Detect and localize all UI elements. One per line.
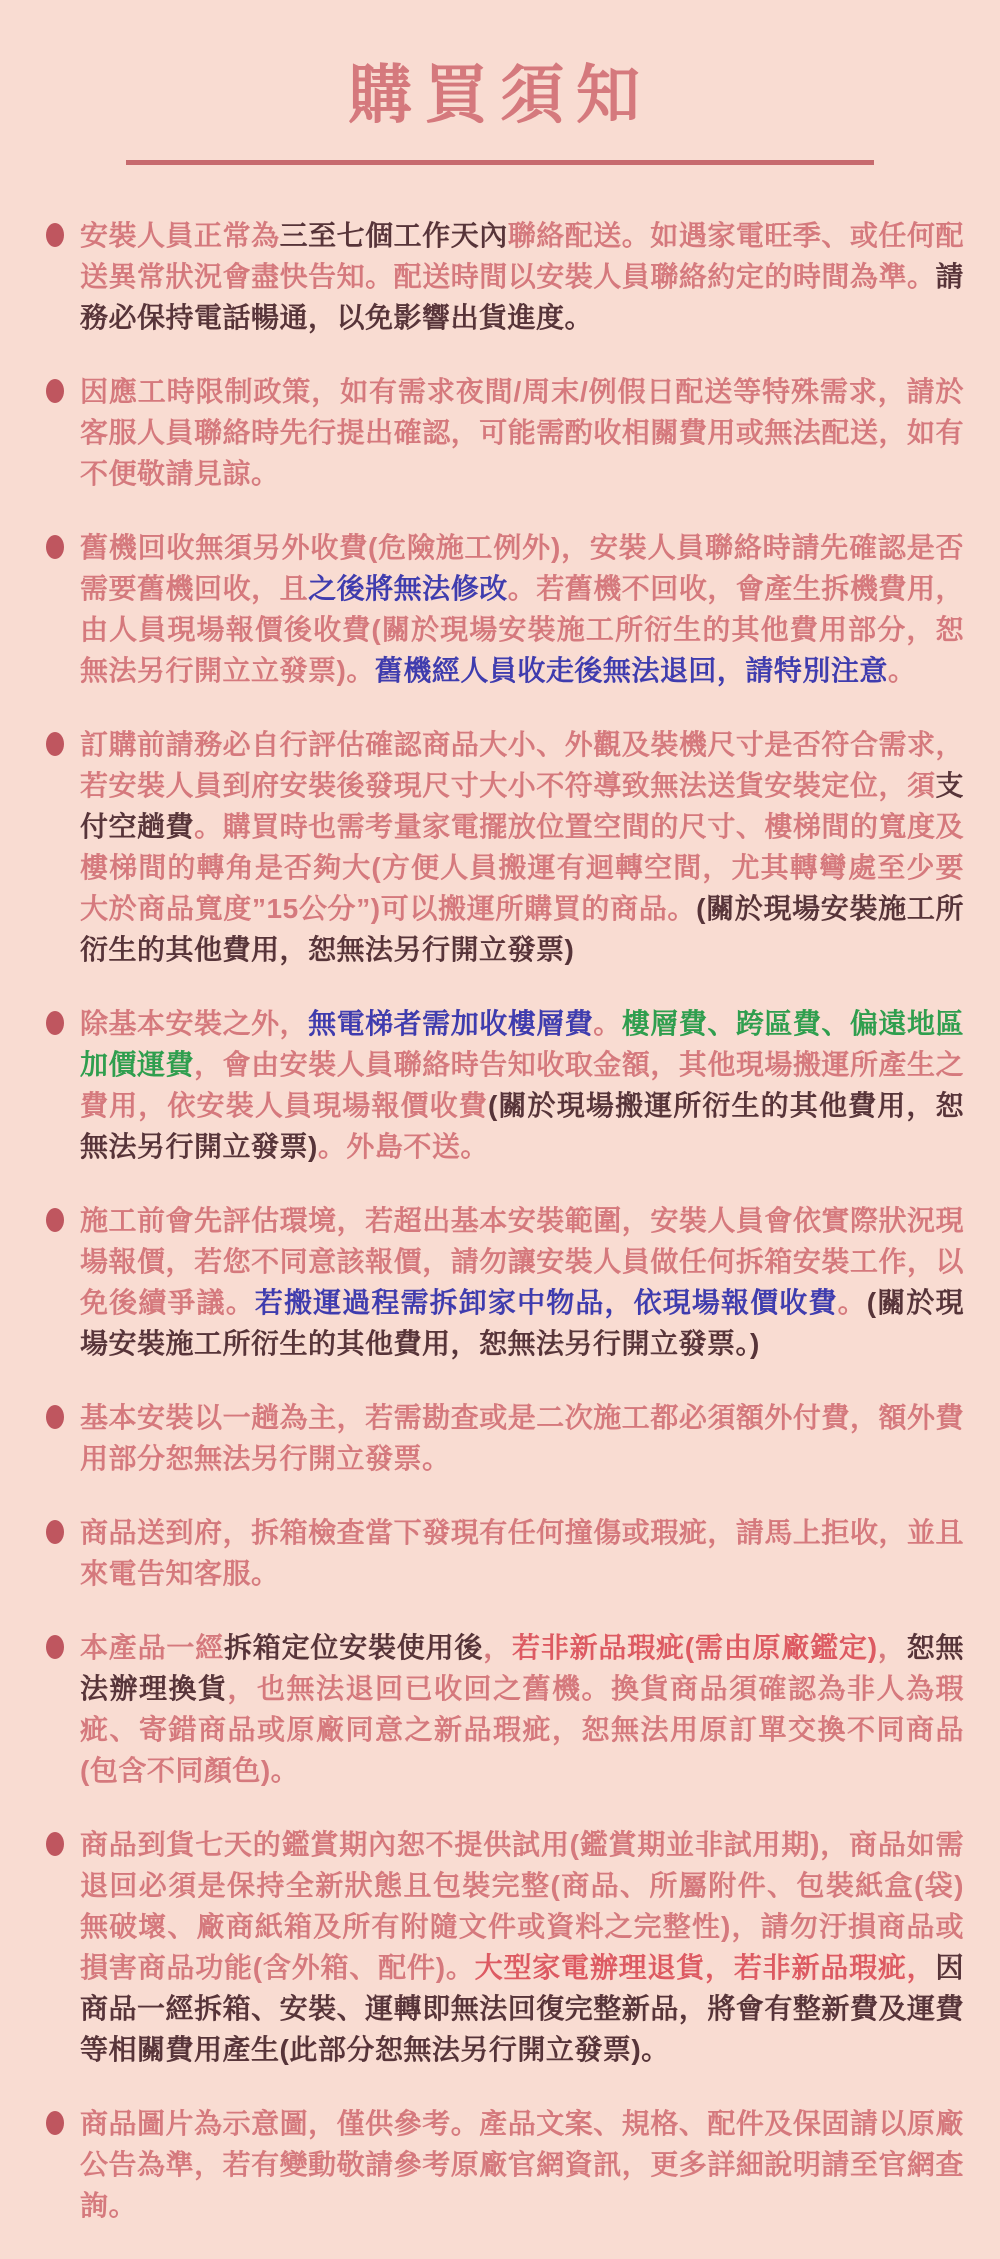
notice-text-segment: 商品到貨七天的鑑賞期內恕不提供試用(鑑賞期並非試用期)，商品如需退回必須是保持全新狀態且包裝完整(商品、所屬附件、包裝紙盒(袋)無破壞、廠商紙箱及所有附隨文件或資料之完整性)，請勿汙損商品或損害商品功能(含外箱、配件)。 bbox=[80, 1829, 964, 1983]
notice-text-segment: 無電梯者需加收樓層費 bbox=[308, 1008, 594, 1039]
notice-item bbox=[80, 527, 964, 691]
bullet-icon bbox=[46, 732, 64, 756]
notice-item bbox=[80, 1200, 964, 1364]
notice-text-segment: 樓層費、跨區費、偏遠地區加價運費 bbox=[80, 1008, 964, 1080]
notice-text-segment: 除基本安裝之外， bbox=[80, 1008, 309, 1039]
notice-text-segment: 拆箱定位安裝使用後 bbox=[224, 1632, 484, 1663]
notices-list bbox=[0, 215, 1000, 2226]
bullet-icon bbox=[46, 1011, 64, 1035]
notice-item bbox=[80, 1003, 964, 1167]
bullet-icon bbox=[46, 379, 64, 403]
notice-text-segment: 因商品一經拆箱、安裝、運轉即無法回復完整新品，將會有整新費及運費等相關費用產生(此部分恕無法另行開立發票)。 bbox=[80, 1952, 964, 2065]
bullet-icon bbox=[46, 1520, 64, 1544]
notice-text-segment: 大型家電辦理退貨，若非新品瑕疵， bbox=[474, 1952, 936, 1983]
notice-text-segment: 若非新品瑕疵(需由原廠鑑定) bbox=[512, 1632, 878, 1663]
title-divider bbox=[126, 160, 874, 165]
notice-text-segment: 。 bbox=[593, 1008, 622, 1039]
notice-text-segment: (關於現場搬運所衍生的其他費用，恕無法另行開立發票) bbox=[80, 1090, 964, 1162]
notice-text-segment: (關於現場安裝施工所衍生的其他費用，恕無法另行開立發票。) bbox=[80, 1287, 964, 1359]
notice-text-segment: (關於現場安裝施工所衍生的其他費用，恕無法另行開立發票) bbox=[80, 893, 964, 965]
notice-item bbox=[80, 1512, 964, 1594]
bullet-icon bbox=[46, 1832, 64, 1856]
notice-text-segment: 恕無法辦理換貨 bbox=[80, 1632, 964, 1704]
notice-item bbox=[80, 1824, 964, 2070]
bullet-icon bbox=[46, 2111, 64, 2135]
notice-text-segment: 因應工時限制政策，如有需求夜間/周末/例假日配送等特殊需求，請於客服人員聯絡時先行提出確認，可能需酌收相關費用或無法配送，如有不便敬請見諒。 bbox=[80, 376, 964, 489]
notice-text-segment: 。外島不送。 bbox=[317, 1131, 489, 1162]
notice-text-segment: 訂購前請務必自行評估確認商品大小、外觀及裝機尺寸是否符合需求，若安裝人員到府安裝後發現尺寸大小不符導致無法送貨安裝定位，須 bbox=[80, 729, 964, 801]
notice-text-segment: ，也無法退回已收回之舊機。換貨商品須確認為非人為瑕疵、寄錯商品或原廠同意之新品瑕疵，恕無法用原訂單交換不同商品(包含不同顏色)。 bbox=[80, 1673, 964, 1786]
notice-text-segment: 本產品一經 bbox=[80, 1632, 224, 1663]
notice-text-segment: 商品送到府，拆箱檢查當下發現有任何撞傷或瑕疵，請馬上拒收，並且來電告知客服。 bbox=[80, 1517, 964, 1589]
notice-item bbox=[80, 215, 964, 338]
notice-text-segment: ， bbox=[877, 1632, 907, 1663]
bullet-icon bbox=[46, 223, 64, 247]
notice-text-segment: 請務必保持電話暢通，以免影響出貨進度。 bbox=[80, 261, 964, 333]
notice-item bbox=[80, 2103, 964, 2226]
notice-text-segment: 支付空趟費 bbox=[80, 770, 964, 842]
notice-text-segment: 安裝人員正常為 bbox=[80, 220, 280, 251]
page-title: 購買須知 bbox=[348, 59, 652, 131]
notice-text-segment: 聯絡配送。如遇家電旺季、或任何配送異常狀況會盡快告知。配送時間以安裝人員聯絡約定的時間為準。 bbox=[80, 220, 964, 292]
bullet-icon bbox=[46, 535, 64, 559]
bullet-icon bbox=[46, 1208, 64, 1232]
bullet-icon bbox=[46, 1405, 64, 1429]
notice-item bbox=[80, 1397, 964, 1479]
notice-text-segment: 。 bbox=[837, 1287, 867, 1318]
notice-text-segment: 舊機經人員收走後無法退回，請特別注意 bbox=[374, 655, 888, 686]
notice-text-segment: 基本安裝以一趟為主，若需勘查或是二次施工都必須額外付費，額外費用部分恕無法另行開立發票。 bbox=[80, 1402, 964, 1474]
notice-text-segment: 。購買時也需考量家電擺放位置空間的尺寸、樓梯間的寬度及樓梯間的轉角是否夠大(方便人員搬運有迴轉空間，尤其轉彎處至少要大於商品寬度”15公分”)可以搬運所購買的商品。 bbox=[80, 811, 964, 924]
notice-text-segment: ，會由安裝人員聯絡時告知收取金額，其他現場搬運所產生之費用，依安裝人員現場報價收費 bbox=[80, 1049, 964, 1121]
notice-text-segment: 若搬運過程需拆卸家中物品，依現場報價收費 bbox=[254, 1287, 838, 1318]
notice-text-segment: 三至七個工作天內 bbox=[279, 220, 508, 251]
notice-text-segment: ， bbox=[483, 1632, 513, 1663]
notice-item bbox=[80, 724, 964, 970]
notice-item bbox=[80, 1627, 964, 1791]
notice-text-segment: 。若舊機不回收，會產生拆機費用，由人員現場報價後收費(關於現場安裝施工所衍生的其他費用部分，恕無法另行開立立發票)。 bbox=[80, 573, 964, 686]
notice-text-segment: 舊機回收無須另外收費(危險施工例外)，安裝人員聯絡時請先確認是否需要舊機回收，且 bbox=[80, 532, 964, 604]
notice-text-segment: 施工前會先評估環境，若超出基本安裝範圍，安裝人員會依實際狀況現場報價，若您不同意該報價，請勿讓安裝人員做任何拆箱安裝工作，以免後續爭議。 bbox=[80, 1205, 964, 1318]
notice-text-segment: 之後將無法修改 bbox=[308, 573, 508, 604]
notice-text-segment: 商品圖片為示意圖，僅供參考。產品文案、規格、配件及保固請以原廠公告為準，若有變動敬請參考原廠官網資訊，更多詳細說明請至官網查詢。 bbox=[80, 2108, 964, 2221]
notice-text-segment: 。 bbox=[887, 655, 917, 686]
notice-item bbox=[80, 371, 964, 494]
bullet-icon bbox=[46, 1635, 64, 1659]
